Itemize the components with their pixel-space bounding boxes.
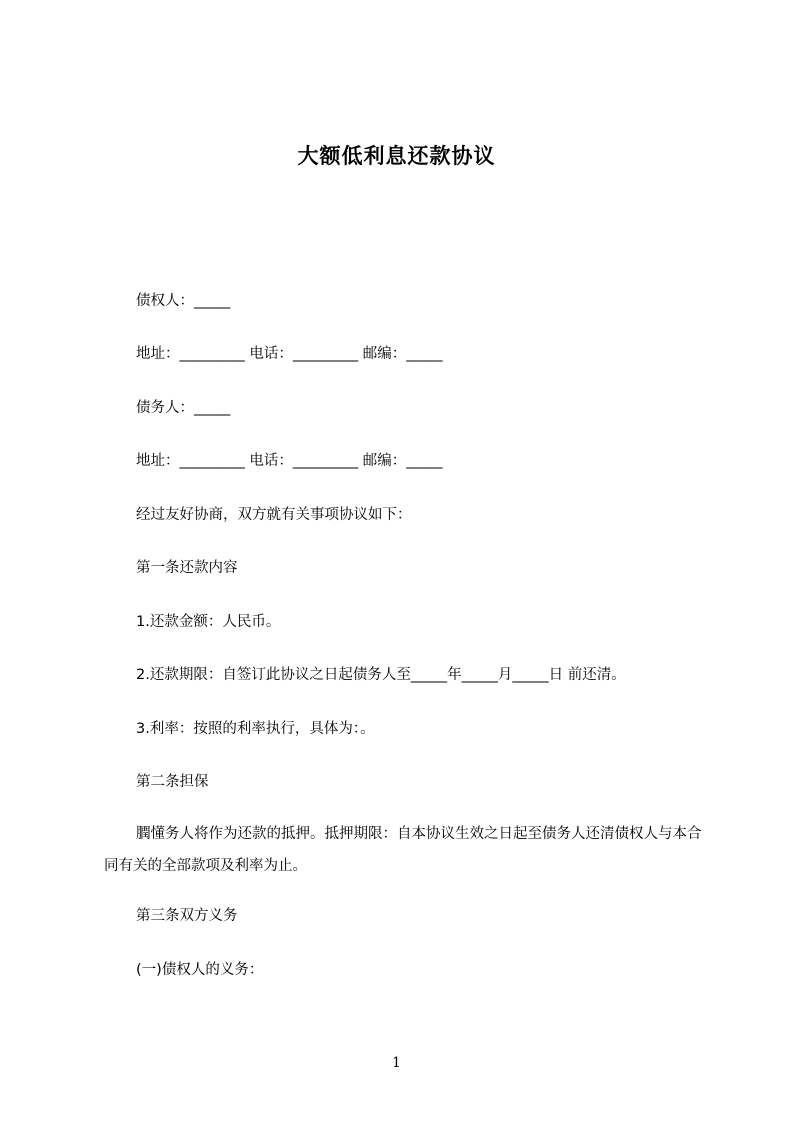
- repayment-amount-line: 1.还款金额：人民币。: [136, 614, 281, 630]
- section2-title: 第二条担保: [136, 774, 209, 790]
- interest-rate-line: 3.利率：按照的利率执行，具体为：。: [136, 721, 375, 737]
- repayment-term-line: 2.还款期限：自签订此协议之日起债务人至_____年_____月_____日 前还清。: [136, 667, 626, 683]
- page-number: 1: [392, 1055, 401, 1071]
- guarantee-paragraph: 膶懂务人将作为还款的抵押。抵押期限：自本协议生效之日起至债务人还清债权人与本合同有关的全部款项及利率为止。: [104, 826, 702, 874]
- debtor-line: 债务人：_____: [136, 400, 231, 416]
- section1-title: 第一条还款内容: [136, 560, 238, 576]
- creditor-address-line: 地址：_________ 电话：_________ 邮编：_____: [136, 346, 443, 362]
- intro-line: 经过友好协商，双方就有关事项协议如下：: [136, 507, 412, 523]
- document-title: 大额低利息还款协议: [297, 144, 496, 168]
- creditor-line: 债权人：_____: [136, 293, 231, 309]
- debtor-address-line: 地址：_________ 电话：_________ 邮编：_____: [136, 453, 443, 469]
- creditor-obligations-heading: (一)债权人的义务：: [136, 962, 264, 978]
- section3-title: 第三条双方义务: [136, 908, 238, 924]
